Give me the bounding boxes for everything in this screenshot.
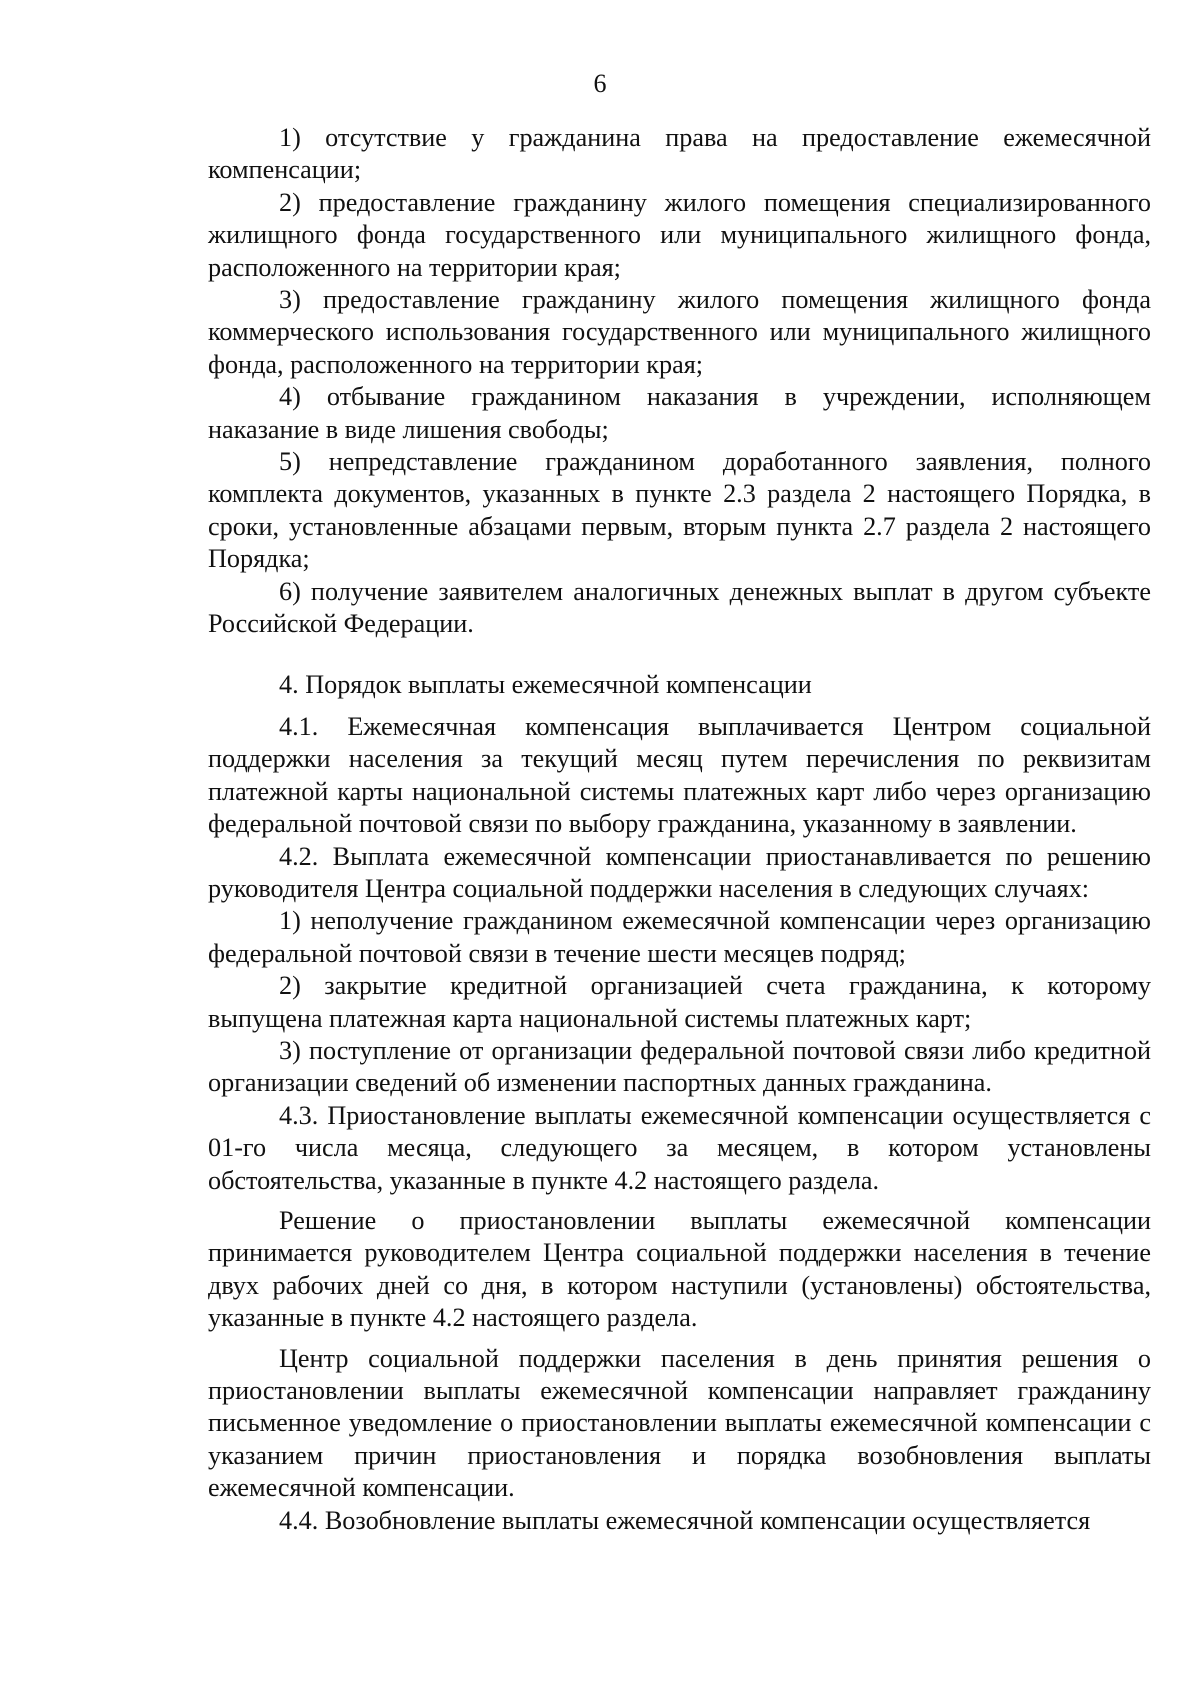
paragraph: 6) получение заявителем аналогичных денежных выплат в другом субъекте Российской Федерации. xyxy=(208,576,1151,639)
paragraph: 4.2. Выплата ежемесячной компенсации приостанавливается по решению руководителя Центра социальной поддержки населения в следующих случаях: xyxy=(208,841,1151,903)
paragraph: 4.3. Приостановление выплаты ежемесячной компенсации осуществляется с 01-го числа месяца, следующего за месяцем, в котором установлены обстоятельства, указанные в пункте 4.2 настоящего раздела. xyxy=(208,1100,1151,1195)
paragraph: Центр социальной поддержки паселения в день принятия решения о приостановлении выплаты ежемесячной компенсации направляет гражданину письменное уведомление о приостановлении выплаты ежемесячной компенсации с указанием причин приостановления и порядка возобновления выплаты ежемесячной компенсации. xyxy=(208,1343,1151,1503)
paragraph: 4) отбывание гражданином наказания в учреждении, исполняющем наказание в виде лишения свободы; xyxy=(208,382,1151,444)
paragraph: 1) отсутствие у гражданина права на предоставление ежемесячной компенсации; xyxy=(208,123,1151,185)
paragraph-gap xyxy=(208,1335,1151,1343)
section-heading: 4. Порядок выплаты ежемесячной компенсации xyxy=(279,669,812,699)
paragraph: 2) предоставление гражданину жилого помещения специализированного жилищного фонда государственного или муниципального жилищного фонда, расположенного на территории края; xyxy=(208,187,1151,282)
paragraph: 5) непредставление гражданином доработанного заявления, полного комплекта документов, указанных в пункте 2.3 раздела 2 настоящего Порядка, в сроки, установленные абзацами первым, вторым пункта 2.7 раздела 2 настоящего Порядка; xyxy=(208,447,1151,574)
paragraph: 4.1. Ежемесячная компенсация выплачивается Центром социальной поддержки населения за текущий месяц путем перечисления по реквизитам платежной карты национальной системы платежных карт либо через организацию федеральной почтовой связи по выбору гражданина, указанному в заявлении. xyxy=(208,711,1151,839)
paragraph: 3) поступление от организации федеральной почтовой связи либо кредитной организации сведений об изменении паспортных данных гражданина. xyxy=(208,1035,1151,1098)
paragraph-gap xyxy=(208,1197,1151,1205)
page-number: 6 xyxy=(593,69,607,98)
paragraph: 2) закрытие кредитной организацией счета гражданина, к которому выпущена платежная карта национальной системы платежных карт; xyxy=(208,971,1151,1033)
paragraph: 4.4. Возобновление выплаты ежемесячной компенсации осуществляется xyxy=(279,1505,1091,1535)
paragraph: 3) предоставление гражданину жилого помещения жилищного фонда коммерческого использования государственного или муниципального жилищного фонда, расположенного на территории края; xyxy=(208,285,1151,379)
paragraph: 1) неполучение гражданином ежемесячной компенсации через организацию федеральной почтовой связи в течение шести месяцев подряд; xyxy=(208,906,1151,968)
document-body xyxy=(208,122,1151,1537)
paragraph: Решение о приостановлении выплаты ежемесячной компенсации принимается руководителем Центра социальной поддержки населения в течение двух рабочих дней со дня, в котором наступили (установлены) обстоятельства, указанные в пункте 4.2 настоящего раздела. xyxy=(208,1206,1151,1333)
